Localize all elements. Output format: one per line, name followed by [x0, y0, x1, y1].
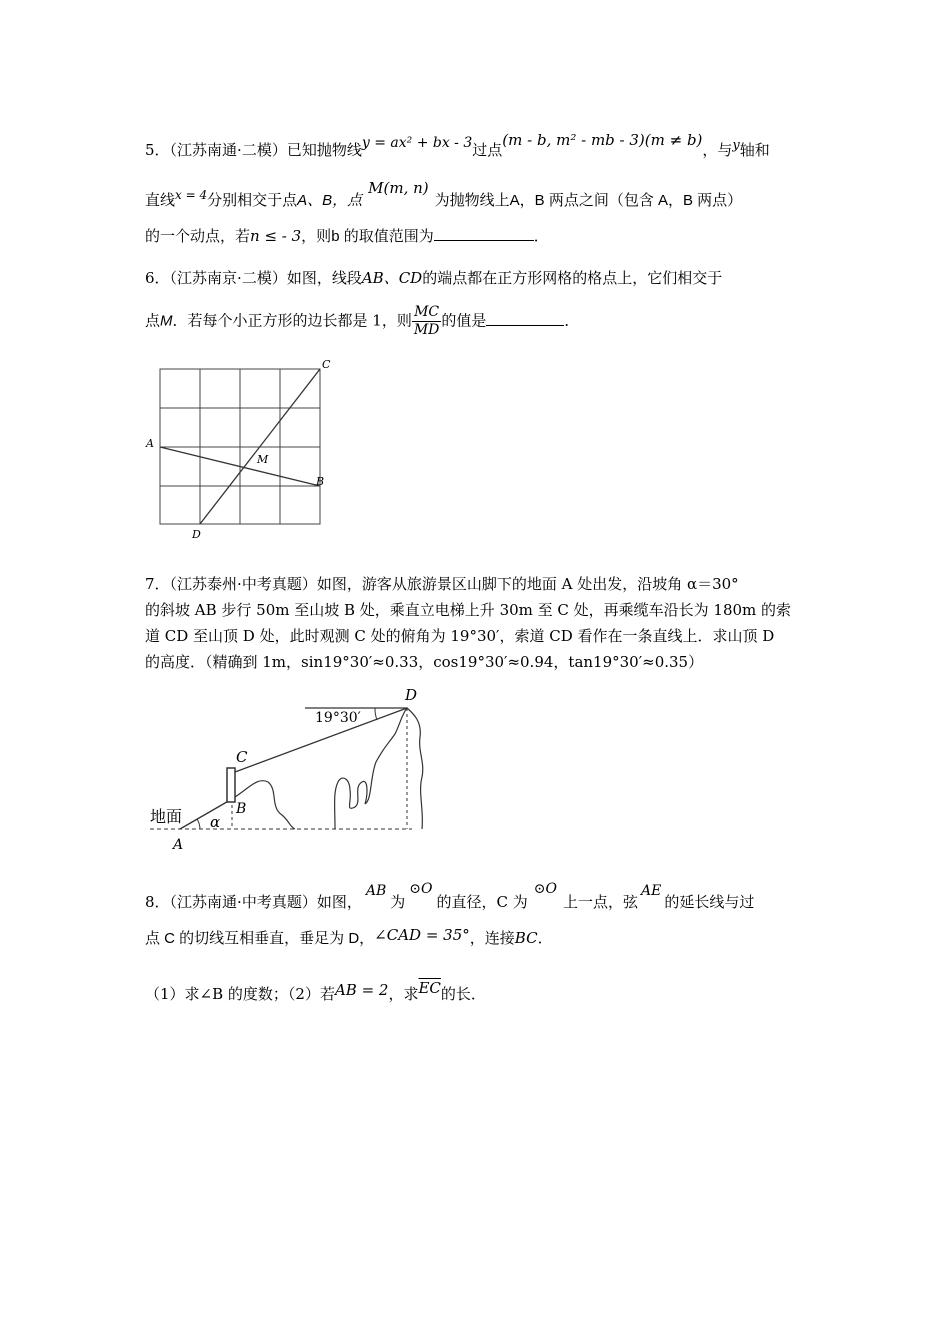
q5-point: (m - b, m² - mb - 3)(m ≠ b) — [502, 131, 703, 149]
q5-text: A，B 两点之间（包含 A，B 两点） — [509, 192, 743, 209]
q7-mountain-figure — [140, 682, 460, 857]
q5-text: 分别相交于点 — [207, 191, 298, 209]
q8-text: 如图， — [316, 893, 362, 911]
q7-source: （江苏泰州·中考真题） — [169, 575, 317, 593]
q5-line3 — [145, 226, 549, 247]
q5-line1 — [145, 131, 770, 162]
q6-source: （江苏南京·二模） — [169, 269, 287, 287]
q5-number: 5． — [145, 141, 170, 159]
q8-text: ，连接 — [469, 929, 515, 947]
q6-segments: AB、CD — [361, 269, 423, 287]
q8-text: 点 C 的切线互相垂直，垂足为 D， — [145, 930, 375, 947]
q6-line2 — [145, 304, 579, 339]
label-b: B — [316, 475, 325, 488]
q6-text: 如图，线段 — [286, 269, 362, 287]
q5-y: y — [732, 138, 740, 153]
q5-line2 — [145, 179, 743, 211]
q6-fraction-denominator: MD — [413, 322, 440, 338]
elevator — [227, 768, 235, 802]
q8-angle: ∠CAD = 35° — [374, 926, 470, 944]
q6-text: 点 — [145, 311, 161, 330]
label-ground: 地面 — [150, 807, 183, 826]
label-d: D — [192, 528, 201, 541]
q8-text: 的延长线与过 — [664, 893, 755, 911]
q6-text: 的值是 — [441, 311, 487, 330]
q5-text: 直线 — [145, 191, 176, 209]
q8-text: 为 — [390, 893, 406, 911]
label-m: M — [257, 453, 269, 466]
q5-text: 的一个动点，若 — [145, 227, 251, 245]
q8-circle-o: ⊙O — [409, 881, 433, 897]
mountain-outline — [235, 708, 423, 829]
label-a: A — [146, 437, 154, 450]
q7-text: 如图，游客从旅游景区山脚下的地面 A 处出发，沿坡角 α＝30° — [316, 575, 739, 593]
q8-ab-equation: AB = 2 — [334, 981, 389, 999]
q8-text: 的直径，C 为 — [436, 893, 528, 911]
q7-text: 的斜坡 AB 步行 50m 至山坡 B 处，乘直立电梯上升 30m 至 C 处，再乘缆车沿长为 180m 的索 — [145, 601, 792, 619]
q7-line3 — [145, 626, 774, 646]
q6-text: ． — [564, 311, 580, 330]
q8-text: ． — [537, 929, 553, 947]
q7-line4 — [145, 652, 703, 672]
label-c: C — [322, 358, 331, 371]
label-alpha: α — [210, 813, 221, 831]
q6-fraction — [412, 304, 442, 339]
label-a: A — [173, 837, 184, 853]
q5-parabola-equation: y = ax² + bx - 3 — [361, 135, 473, 151]
q8-line2 — [145, 928, 553, 949]
q5-line-equation: x = 4 — [175, 188, 208, 202]
q5-text: ，与 — [702, 141, 733, 159]
q6-answer-blank — [486, 311, 564, 326]
q6-text: 的端点都在正方形网格的格点上，它们相交于 — [422, 269, 723, 287]
q7-number: 7． — [145, 575, 170, 593]
q6-fraction-numerator: MC — [412, 304, 442, 322]
q5-text: ． — [533, 227, 549, 245]
q6-line1 — [145, 268, 722, 288]
q8-line1 — [145, 881, 755, 913]
q7-line1 — [145, 574, 739, 594]
q8-number: 8． — [145, 893, 170, 911]
q8-text: ，求 — [388, 985, 419, 1003]
q7-line2 — [145, 600, 791, 620]
q7-text: 的高度．（精确到 1m，sin19°30′≈0.33，cos19°30′≈0.94，tan19°30′≈0.35） — [145, 653, 704, 671]
label-angle: 19°30′ — [315, 710, 361, 726]
q5-source: （江苏南通·二模） — [169, 141, 287, 159]
label-b: B — [236, 801, 247, 817]
q5-text: 轴和 — [739, 141, 770, 159]
q6-point-m: M — [160, 312, 173, 330]
q8-ae: AE — [640, 883, 662, 899]
q5-text: ，则 — [301, 227, 332, 245]
q8-line3 — [145, 979, 486, 1004]
q6-text: ．若每个小正方形的边长都是 1，则 — [172, 311, 412, 330]
q8-part1: （1）求∠B 的度数；（2）若 — [145, 985, 335, 1003]
q5-condition: n ≤ - 3 — [250, 227, 302, 245]
q8-circle-o: ⊙O — [533, 881, 557, 897]
label-c: C — [236, 748, 248, 766]
slope-ab — [180, 799, 232, 829]
q6-number: 6． — [145, 269, 170, 287]
q8-source: （江苏南通·中考真题） — [169, 893, 317, 911]
q5-text: b 的取值范围为 — [331, 228, 434, 245]
q8-text: 上一点，弦 — [562, 893, 638, 911]
q8-text: 的长． — [440, 985, 486, 1003]
angle-arc-alpha — [197, 819, 200, 829]
q8-bc: BC — [514, 929, 538, 947]
q5-answer-blank — [434, 226, 534, 241]
q5-text: 已知抛物线 — [286, 141, 362, 159]
angle-arc-d — [375, 708, 377, 720]
q5-text: 过点 — [472, 141, 503, 159]
q7-text: 道 CD 至山顶 D 处，此时观测 C 处的俯角为 19°30′，索道 CD 看作在一条直线上．求山顶 D — [145, 627, 775, 645]
q5-text: 为抛物线上 — [434, 191, 510, 209]
label-d: D — [405, 686, 418, 704]
q5-text: A、B，点 — [297, 192, 363, 209]
q5-point-m: M(m, n) — [368, 179, 429, 197]
q6-grid-figure — [140, 355, 340, 545]
q8-ab: AB — [365, 883, 387, 899]
q8-arc-ec: $\overline{EC}$ — [418, 979, 441, 997]
